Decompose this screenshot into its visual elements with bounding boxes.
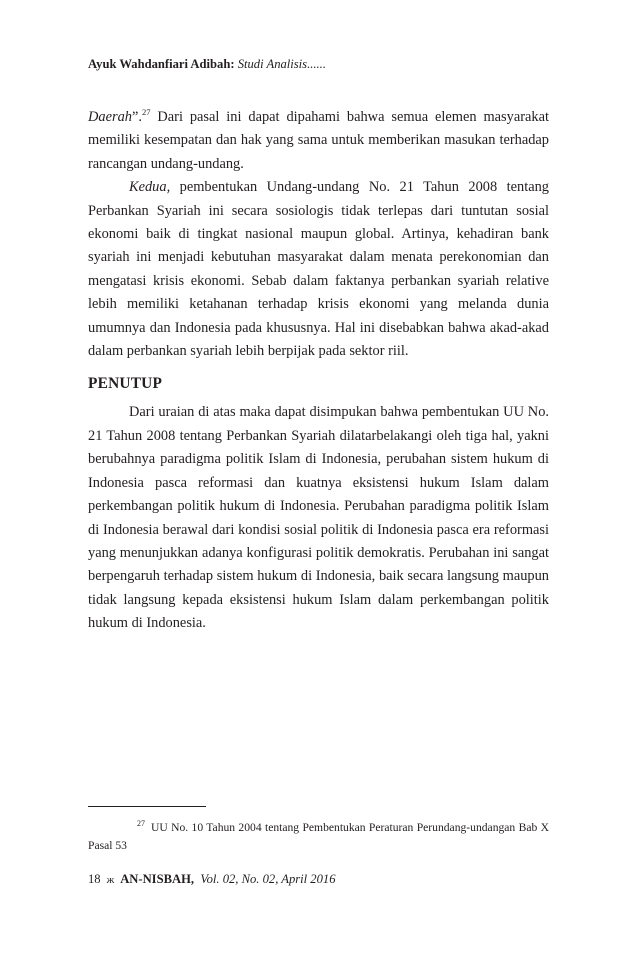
footnote-text: UU No. 10 Tahun 2004 tentang Pembentukan Peraturan Perundang-undangan Bab X Pasal 53 [88,821,549,852]
paragraph-2-lead: Kedua, [129,179,171,196]
page-number: 18 [88,872,101,886]
footnote [88,819,549,854]
footnote-divider [88,806,206,807]
paragraph-3: Dari uraian di atas maka dapat disimpukan bahwa pembentukan UU No. 21 Tahun 2008 tentang Perbankan Syariah dilatarbelakangi oleh tiga hal, yakni berubahnya paradigma politik Islam di Indonesia, perubahan sistem hukum di Indonesia pasca reformasi dan kuatnya eksistensi hukum Islam dalam perkembangan politik hukum di Indonesia. Perubahan paradigma politik Islam di Indonesia berawal dari kondisi sosial politik di Indonesia pasca era reformasi yang menunjukkan adanya konfigurasi politik demokratis. Perubahan ini sangat berpengaruh terhadap sistem hukum di Indonesia, baik secara langsung maupun tidak langsung kepada eksistensi hukum Islam dalam perkembangan politik hukum di Indonesia. [88,404,549,632]
journal-issue: Vol. 02, No. 02, April 2016 [200,872,336,886]
footnote-reference: 27 [141,107,151,118]
page-footer [88,872,336,887]
footnote-number: 27 [137,819,145,829]
paragraph-2 [88,176,549,363]
running-head-title: Studi Analisis...... [237,57,326,71]
paragraph-1-lead: Daerah [88,109,132,125]
journal-name: AN-NISBAH, [120,872,195,886]
paragraph-1 [88,106,549,176]
footer-separator: ж [106,874,115,886]
paragraph-2-text: pembentukan Undang-undang No. 21 Tahun 2008 tentang Perbankan Syariah ini secara sosiologis tidak terlepas dari tuntutan sosial ekonomi baik di tingkat nasional maupun global. Artinya, kehadiran bank syariah ini menjadi kebutuhan masyarakat dalam menata perekonomian dan mengatasi krisis ekonomi. Sebab dalam faktanya perbankan syariah relative lebih memiliki ketahanan terhadap krisis ekonomi yang melanda dunia umumnya dan Indonesia pada khususnya. Hal ini disebabkan bahwa akad-akad dalam perbankan syariah lebih berpijak pada sektor riil. [88,179,549,360]
running-head [88,57,326,72]
section-heading: PENUTUP [88,375,163,393]
paragraph-1-quote: ”. [131,109,142,125]
body-text [88,106,549,636]
running-head-author: Ayuk Wahdanfiari Adibah: [88,57,235,71]
paragraph-1-text: Dari pasal ini dapat dipahami bahwa semua elemen masyarakat memiliki kesempatan dan hak yang sama untuk memberikan masukan terhadap rancangan undang-undang. [88,109,549,172]
